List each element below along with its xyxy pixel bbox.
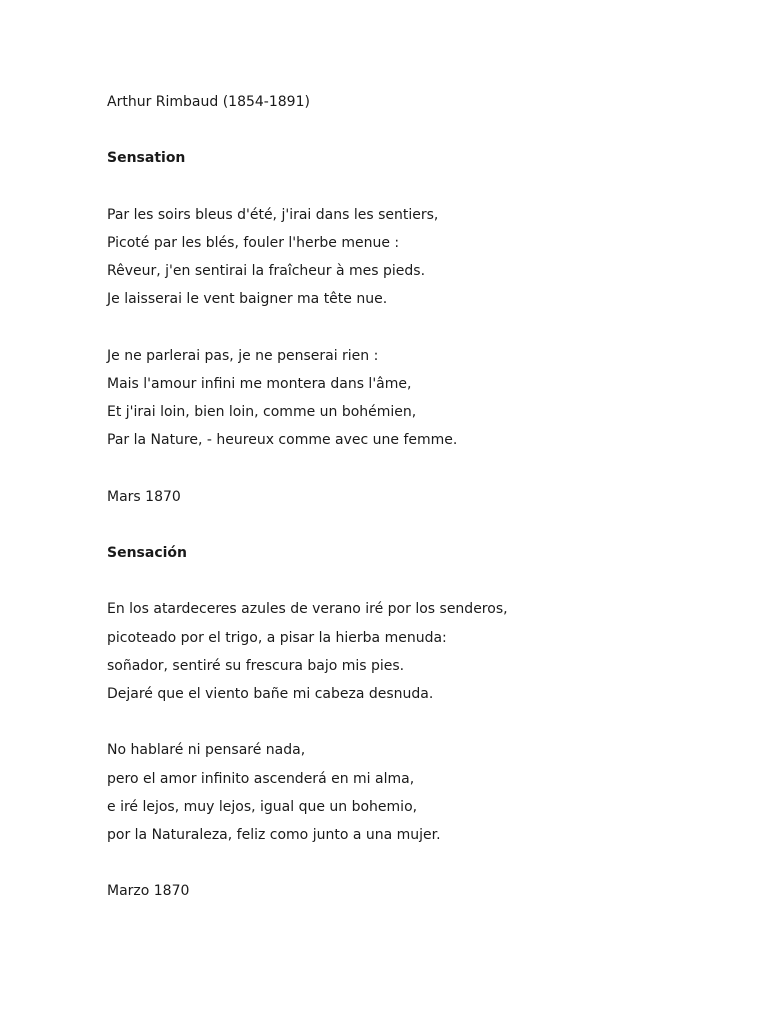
- blank-line: [107, 116, 707, 144]
- blank-line: [107, 849, 707, 877]
- blank-line: [107, 567, 707, 595]
- verse-line: por la Naturaleza, feliz como junto a una mujer.: [107, 826, 441, 843]
- verse-line: Picoté par les blés, fouler l'herbe menue :: [107, 234, 400, 251]
- stanza-spanish-1: [107, 595, 707, 708]
- verse-line: picoteado por el trigo, a pisar la hierba menuda:: [107, 629, 447, 646]
- verse-line: Et j'irai loin, bien loin, comme un bohémien,: [107, 404, 417, 421]
- blank-line: [107, 454, 707, 482]
- blank-line: [107, 511, 707, 539]
- verse-line: soñador, sentiré su frescura bajo mis pies.: [107, 657, 405, 674]
- blank-line: [107, 314, 707, 342]
- author-line: Arthur Rimbaud (1854-1891): [107, 94, 310, 110]
- poem-date-french: Mars 1870: [107, 488, 181, 505]
- verse-line: Par les soirs bleus d'été, j'irai dans les sentiers,: [107, 206, 439, 223]
- stanza-french-2: [107, 342, 707, 455]
- verse-line: Dejaré que el viento bañe mi cabeza desnuda.: [107, 685, 434, 702]
- verse-line: Je ne parlerai pas, je ne penserai rien :: [107, 347, 379, 364]
- verse-line: En los atardeceres azules de verano iré por los senderos,: [107, 601, 508, 618]
- blank-line: [107, 708, 707, 736]
- verse-line: Je laisserai le vent baigner ma tête nue.: [107, 291, 388, 308]
- verse-line: e iré lejos, muy lejos, igual que un bohemio,: [107, 798, 418, 815]
- document-body: [107, 88, 707, 905]
- verse-line: Rêveur, j'en sentirai la fraîcheur à mes pieds.: [107, 263, 426, 280]
- verse-line: Mais l'amour infini me montera dans l'âme,: [107, 375, 412, 392]
- stanza-spanish-2: [107, 736, 707, 849]
- verse-line: No hablaré ni pensaré nada,: [107, 742, 306, 759]
- verse-line: Par la Nature, - heureux comme avec une femme.: [107, 432, 458, 449]
- poem-title-french: Sensation: [107, 150, 186, 167]
- verse-line: pero el amor infinito ascenderá en mi alma,: [107, 770, 415, 787]
- poem-title-spanish: Sensación: [107, 545, 188, 561]
- blank-line: [107, 173, 707, 201]
- poem-date-spanish: Marzo 1870: [107, 883, 190, 900]
- stanza-french-1: [107, 201, 707, 314]
